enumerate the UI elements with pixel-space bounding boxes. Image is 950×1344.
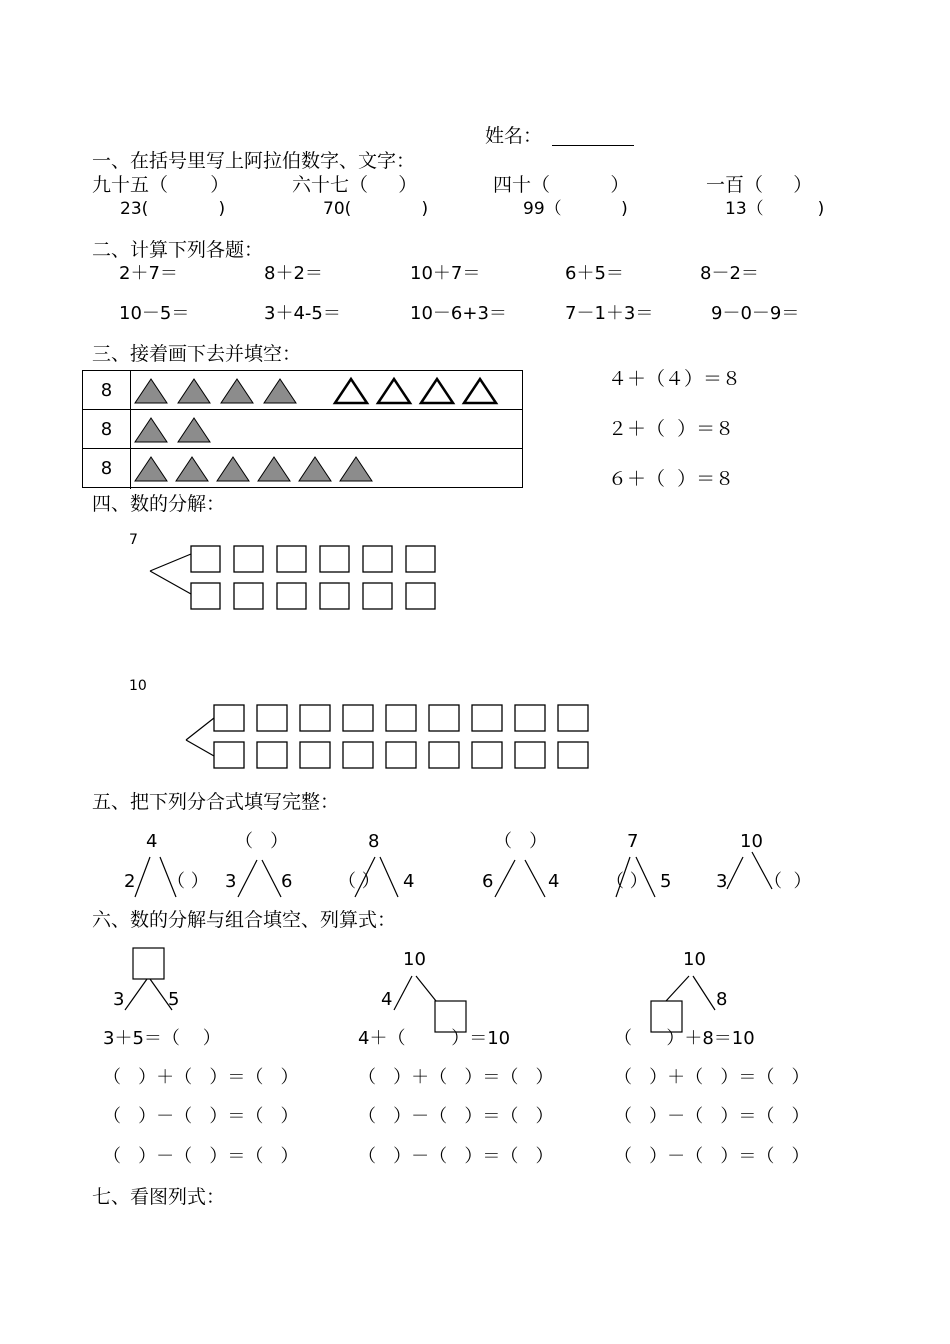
- filled-triangle: [135, 379, 167, 403]
- split-left: 6: [482, 871, 494, 892]
- s1-item: 23( ): [120, 199, 226, 219]
- section-3-title: 三、接着画下去并填空：: [92, 343, 302, 365]
- branch-lines: [150, 554, 191, 594]
- answer-box: [320, 546, 349, 572]
- s6-add-line: （ ）＋（ ）＝（ ）: [103, 1067, 299, 1088]
- answer-box: [406, 546, 435, 572]
- outline-triangle: [464, 379, 496, 403]
- calc-item: 10＋7＝: [410, 263, 481, 284]
- split-left: （ ）: [606, 871, 648, 892]
- filled-triangle: [340, 457, 372, 481]
- answer-box: [320, 583, 349, 609]
- split-top: （ ）: [235, 831, 289, 852]
- s6-add-line: （ ）＋（ ）＝（ ）: [358, 1067, 554, 1088]
- filled-triangle: [258, 457, 290, 481]
- filled-triangle: [299, 457, 331, 481]
- answer-box: [214, 742, 244, 768]
- answer-box: [277, 546, 306, 572]
- split-lines: [238, 860, 281, 897]
- s1-item: 一百（ ）: [706, 174, 813, 196]
- answer-box: [214, 705, 244, 731]
- s6-equation: （ ）＋8＝10: [614, 1028, 755, 1049]
- s1-item: 九十五（ ）: [92, 174, 230, 196]
- s6-add-line: （ ）＋（ ）＝（ ）: [614, 1067, 810, 1088]
- split-right: 4: [548, 871, 560, 892]
- s1-item: 四十（ ）: [493, 174, 630, 196]
- split-right: 5: [660, 871, 672, 892]
- section-1-title: 一、在括号里写上阿拉伯数字、文字：: [92, 150, 416, 172]
- answer-box: [191, 583, 220, 609]
- tree-lines: [125, 979, 172, 1010]
- calc-item: 10－6+3＝: [410, 303, 507, 324]
- split-top: 10: [740, 831, 763, 852]
- tree-lines: [394, 976, 436, 1010]
- answer-box: [515, 705, 545, 731]
- answer-box: [472, 742, 502, 768]
- decompose-number: 10: [129, 678, 147, 694]
- split-right: （ ）: [764, 871, 812, 892]
- answer-box: [363, 546, 392, 572]
- answer-box: [300, 705, 330, 731]
- s6-sub-line: （ ）－（ ）＝（ ）: [358, 1146, 554, 1167]
- answer-box: [343, 742, 373, 768]
- answer-box-layer: [191, 546, 588, 768]
- s6-sub-line: （ ）－（ ）＝（ ）: [614, 1106, 810, 1127]
- split-right: 6: [281, 871, 293, 892]
- s1-item: 99（ ): [523, 199, 628, 219]
- split-lines: [355, 857, 398, 897]
- s1-item: 六十七（ ）: [292, 174, 418, 196]
- tree-top: 10: [403, 949, 426, 970]
- tree-lines: [666, 976, 715, 1010]
- answer-box: [515, 742, 545, 768]
- split-lines: [495, 860, 545, 897]
- row-label: 8: [83, 410, 131, 448]
- answer-box: [343, 705, 373, 731]
- section-4-title: 四、数的分解：: [92, 493, 226, 515]
- calc-item: 3＋4-5＝: [264, 303, 341, 324]
- branch-lines: [186, 718, 214, 756]
- answer-box: [277, 583, 306, 609]
- filled-triangle: [135, 457, 167, 481]
- name-label: 姓名：: [485, 125, 543, 147]
- answer-box: [558, 705, 588, 731]
- calc-item: 10－5＝: [119, 303, 190, 324]
- answer-box: [363, 583, 392, 609]
- filled-triangle: [178, 418, 210, 442]
- s6-sub-line: （ ）－（ ）＝（ ）: [103, 1146, 299, 1167]
- tree-left: 3: [113, 989, 125, 1010]
- answer-box: [435, 1001, 466, 1032]
- outline-triangle: [421, 379, 453, 403]
- split-top: 7: [627, 831, 639, 852]
- s6-sub-line: （ ）－（ ）＝（ ）: [614, 1146, 810, 1167]
- answer-box: [257, 705, 287, 731]
- tree-top: 10: [683, 949, 706, 970]
- answer-box: [386, 705, 416, 731]
- filled-triangle: [178, 379, 210, 403]
- s3-equation: ２＋（ ）＝８: [608, 418, 735, 440]
- split-lines: [727, 852, 772, 889]
- answer-box: [651, 1001, 682, 1032]
- s3-equation: ６＋（ ）＝８: [608, 468, 735, 490]
- answer-box: [133, 948, 164, 979]
- section-5-title: 五、把下列分合式填写完整：: [92, 791, 340, 813]
- split-lines: [616, 857, 655, 897]
- split-top: 4: [146, 831, 158, 852]
- section-6-title: 六、数的分解与组合填空、列算式：: [92, 909, 397, 931]
- tree-right: 5: [168, 989, 180, 1010]
- outline-triangle: [378, 379, 410, 403]
- split-lines: [135, 857, 176, 897]
- answer-box: [300, 742, 330, 768]
- s1-item: 70( ): [323, 199, 429, 219]
- answer-box: [429, 705, 459, 731]
- answer-box: [429, 742, 459, 768]
- answer-box: [558, 742, 588, 768]
- split-right: 4: [403, 871, 415, 892]
- answer-box: [386, 742, 416, 768]
- filled-triangle: [221, 379, 253, 403]
- calc-item: 7－1＋3＝: [565, 303, 654, 324]
- row-label: 8: [83, 449, 131, 489]
- section-2-title: 二、计算下列各题：: [92, 239, 264, 261]
- split-right: （ ）: [167, 871, 209, 892]
- s6-sub-line: （ ）－（ ）＝（ ）: [103, 1106, 299, 1127]
- triangle-layer: [135, 379, 496, 481]
- calc-item: 6＋5＝: [565, 263, 624, 284]
- answer-box: [406, 583, 435, 609]
- split-left: 3: [716, 871, 728, 892]
- calc-item: 2＋7＝: [119, 263, 178, 284]
- filled-triangle: [217, 457, 249, 481]
- filled-triangle: [176, 457, 208, 481]
- s6-sub-line: （ ）－（ ）＝（ ）: [358, 1106, 554, 1127]
- section-7-title: 七、看图列式：: [92, 1186, 226, 1208]
- s6-equation: 3＋5＝（ ）: [103, 1028, 221, 1049]
- s3-equation: ４＋（４）＝８: [608, 368, 742, 390]
- split-left: （ ）: [338, 871, 380, 892]
- s1-item: 13（ ): [725, 199, 825, 219]
- tree-right: 8: [716, 989, 728, 1010]
- decompose-number: 7: [129, 532, 138, 548]
- split-top: （ ）: [494, 831, 548, 852]
- s6-equation: 4＋（ ）＝10: [358, 1028, 511, 1049]
- split-top: 8: [368, 831, 380, 852]
- answer-box: [472, 705, 502, 731]
- calc-item: 8＋2＝: [264, 263, 323, 284]
- filled-triangle: [135, 418, 167, 442]
- filled-triangle: [264, 379, 296, 403]
- answer-box: [234, 546, 263, 572]
- answer-box: [191, 546, 220, 572]
- split-left: 2: [124, 871, 136, 892]
- tree-left: 4: [381, 989, 393, 1010]
- outline-triangle: [335, 379, 367, 403]
- row-label: 8: [83, 371, 131, 409]
- calc-item: 8－2＝: [700, 263, 759, 284]
- answer-box: [234, 583, 263, 609]
- calc-item: 9－0－9＝: [711, 303, 800, 324]
- split-left: 3: [225, 871, 237, 892]
- answer-box: [257, 742, 287, 768]
